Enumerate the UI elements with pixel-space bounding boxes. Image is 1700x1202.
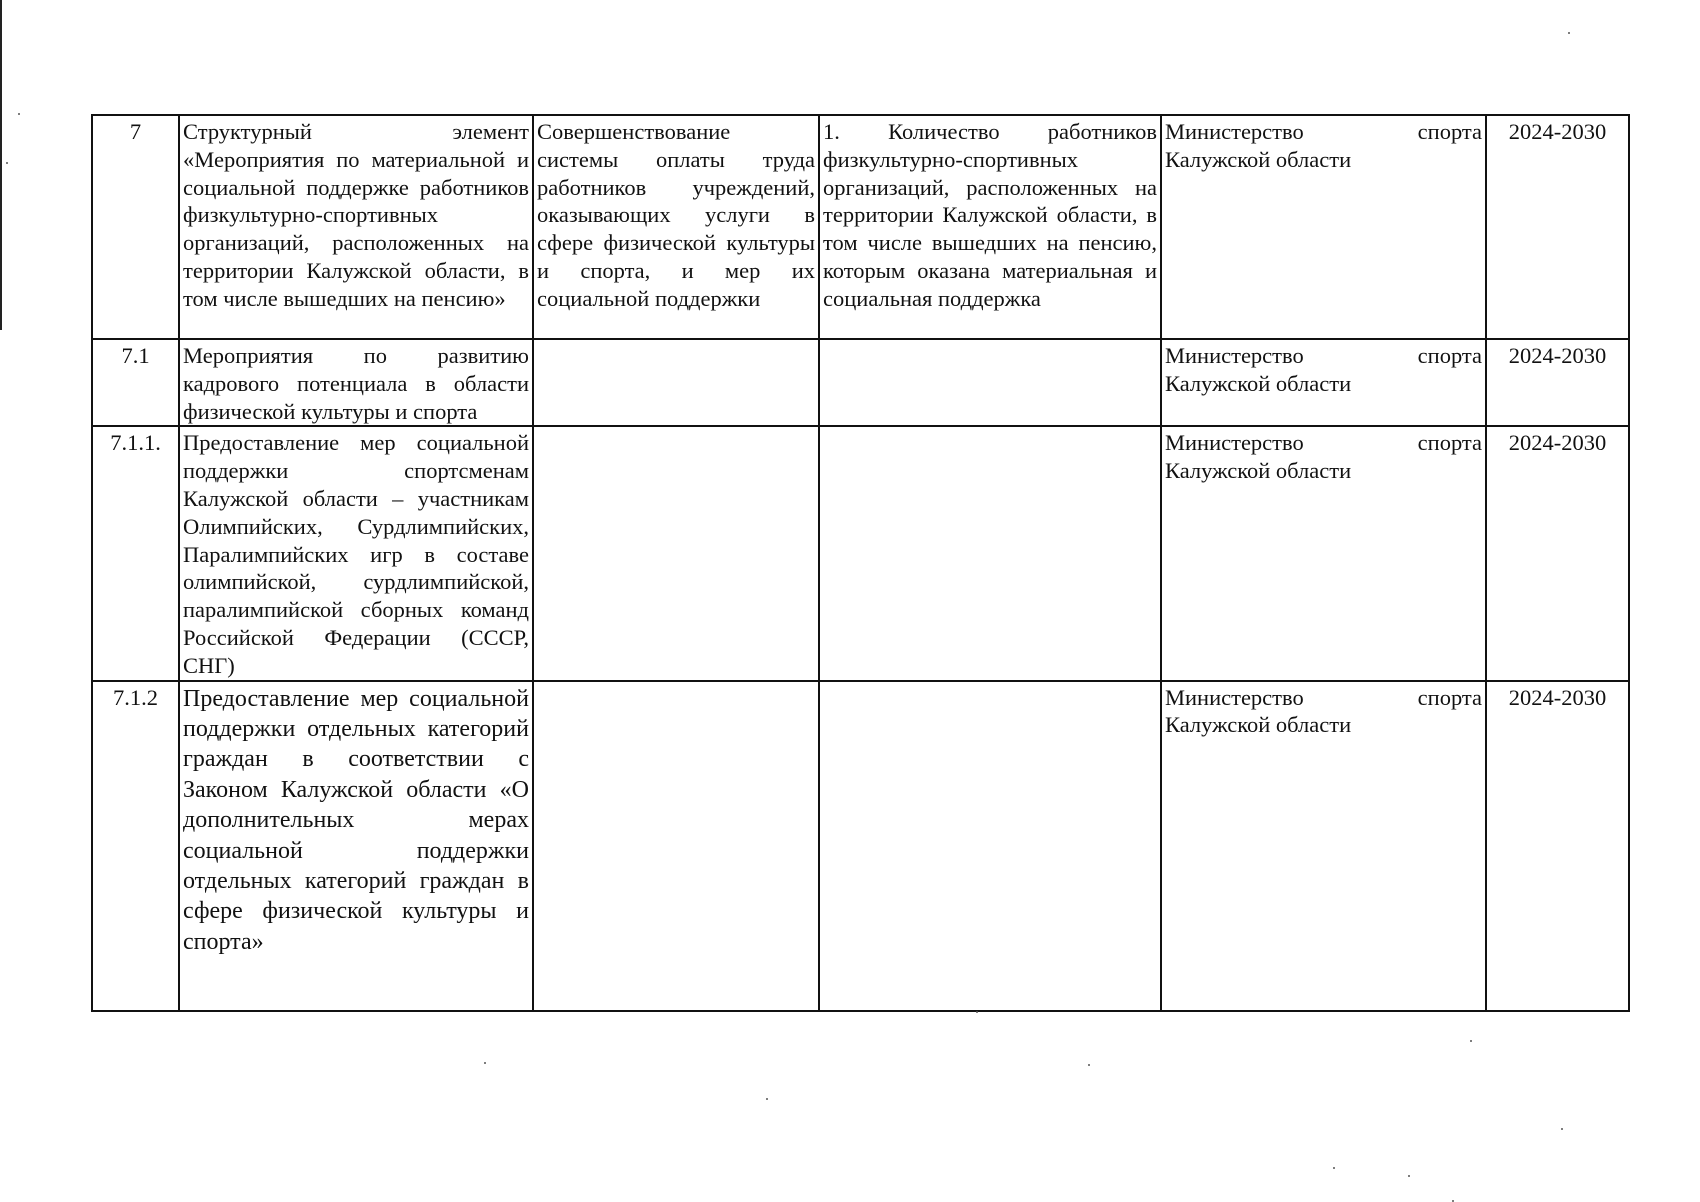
responsible-executor: Министерство спорта Калужской области	[1161, 115, 1486, 339]
indicator-description	[819, 426, 1161, 680]
indicator-description	[819, 339, 1161, 426]
scan-speck	[1568, 32, 1570, 34]
table-row	[92, 681, 1629, 1011]
row-number: 7	[92, 115, 179, 339]
activity-name: Предоставление мер социальной поддержки отдельных категорий граждан в соответствии с Законом Калужской области «О дополнительных мерах социальной поддержки отдельных категорий граждан в сфере физической культуры и спорта»	[179, 681, 533, 1011]
responsible-executor: Министерство спорта Калужской области	[1161, 339, 1486, 426]
responsible-executor: Министерство спорта Калужской области	[1161, 426, 1486, 680]
scan-speck	[6, 162, 8, 164]
activity-name: Предоставление мер социальной поддержки спортсменам Калужской области – участникам Олимпийских, Сурдлимпийских, Паралимпийских игр в составе олимпийской, сурдлимпийской, паралимпийской сборных команд Российской Федерации (СССР, СНГ)	[179, 426, 533, 680]
table-row	[92, 115, 1629, 339]
responsible-executor: Министерство спорта Калужской области	[1161, 681, 1486, 1011]
implementation-period: 2024-2030	[1486, 681, 1629, 1011]
implementation-period: 2024-2030	[1486, 339, 1629, 426]
implementation-period: 2024-2030	[1486, 115, 1629, 339]
scan-speck	[766, 1098, 768, 1100]
scan-speck	[18, 113, 20, 115]
scan-speck	[1470, 1040, 1472, 1042]
task-description	[533, 339, 819, 426]
row-number: 7.1.1.	[92, 426, 179, 680]
task-description: Совершенствование системы оплаты труда работников учреждений, оказывающих услуги в сфере физической культуры и спорта, и мер их социальной поддержки	[533, 115, 819, 339]
row-number: 7.1	[92, 339, 179, 426]
scan-speck	[1333, 1167, 1335, 1169]
task-description	[533, 426, 819, 680]
row-number: 7.1.2	[92, 681, 179, 1011]
scan-speck	[1408, 1175, 1410, 1177]
implementation-period: 2024-2030	[1486, 426, 1629, 680]
activity-name: Мероприятия по развитию кадрового потенциала в области физической культуры и спорта	[179, 339, 533, 426]
table-row	[92, 339, 1629, 426]
page-left-edge	[0, 0, 2, 330]
indicator-description: 1. Количество работников физкультурно-спортивных организаций, расположенных на территории Калужской области, в том числе вышедших на пенсию, которым оказана материальная и социальная поддержка	[819, 115, 1161, 339]
scan-speck	[976, 1011, 978, 1013]
indicator-description	[819, 681, 1161, 1011]
program-table	[91, 114, 1630, 1012]
scan-speck	[1561, 1128, 1563, 1130]
table-row	[92, 426, 1629, 680]
task-description	[533, 681, 819, 1011]
activity-name: Структурный элемент «Мероприятия по материальной и социальной поддержке работников физкультурно-спортивных организаций, расположенных на территории Калужской области, в том числе вышедших на пенсию»	[179, 115, 533, 339]
scan-speck	[1088, 1064, 1090, 1066]
scan-speck	[484, 1062, 486, 1064]
